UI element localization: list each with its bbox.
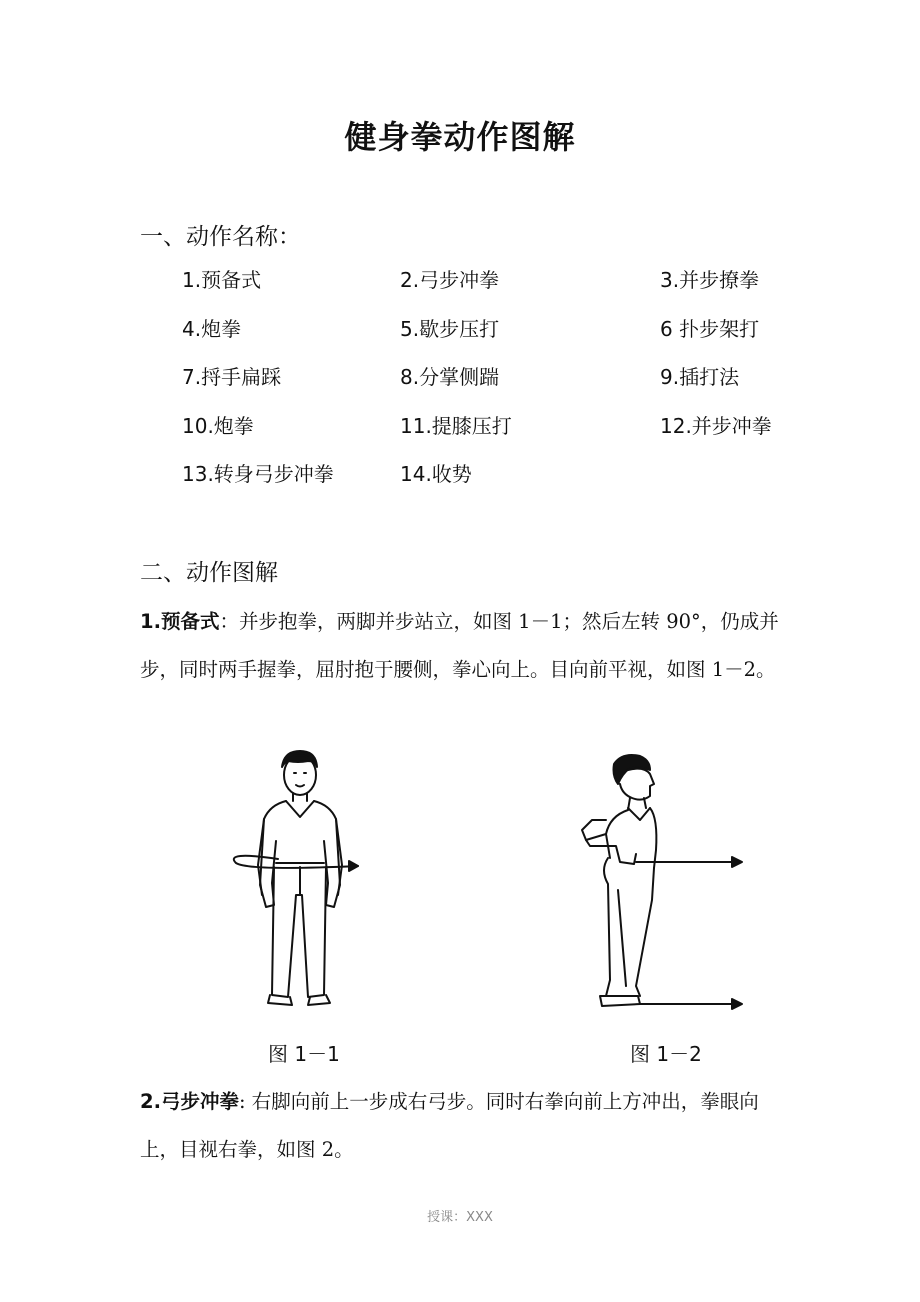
paragraph-item-2 xyxy=(140,1078,780,1174)
list-item: 10.炮拳 xyxy=(182,413,254,438)
list-item: 14.收势 xyxy=(400,462,472,486)
list-item: 7.捋手扁踩 xyxy=(182,365,282,389)
figure-1-1-illustration xyxy=(218,745,378,1013)
item-text: ：并步抱拳，两脚并步站立，如图 1－1；然后左转 90°，仍成并步，同时两手握拳，屈肘抱于腰侧，拳心向上。目向前平视，如图 1－2。 xyxy=(140,610,779,681)
list-row xyxy=(182,264,822,313)
page-footer: 授课：XXX xyxy=(427,1210,493,1225)
list-item: 1.预备式 xyxy=(182,268,262,292)
list-item: 9.插打法 xyxy=(660,365,740,389)
list-item: 13.转身弓步冲拳 xyxy=(182,462,334,486)
figure-1-2-caption: 图 1－2 xyxy=(630,1042,702,1066)
list-item: 4.炮拳 xyxy=(182,316,242,341)
list-item: 12.并步冲拳 xyxy=(660,413,772,438)
document-title: 健身拳动作图解 xyxy=(344,118,576,156)
item-text: : 右脚向前上一步成右弓步。同时右拳向前上方冲出，拳眼向上，目视右拳，如图 2。 xyxy=(140,1090,759,1161)
paragraph-item-1 xyxy=(140,598,780,694)
list-item: 2.弓步冲拳 xyxy=(400,268,500,292)
list-item: 3.并步撩拳 xyxy=(660,268,760,292)
figure-1-1-caption: 图 1－1 xyxy=(268,1042,340,1066)
list-row xyxy=(182,361,822,410)
item-lead: 2.弓步冲拳 xyxy=(140,1090,239,1113)
figure-1-2-illustration xyxy=(570,750,750,1012)
list-item: 8.分掌侧踹 xyxy=(400,365,500,389)
list-row xyxy=(182,410,822,459)
list-item: 6 扑步架打 xyxy=(660,316,760,341)
list-row xyxy=(182,313,822,362)
item-lead: 1.预备式 xyxy=(140,610,220,633)
list-item: 5.歇步压打 xyxy=(400,316,500,341)
move-names-list xyxy=(182,264,822,507)
list-item: 11.提膝压打 xyxy=(400,413,512,438)
section-heading-illustrations: 二、动作图解 xyxy=(140,560,278,586)
section-heading-names: 一、动作名称： xyxy=(140,224,301,250)
list-row xyxy=(182,458,822,507)
